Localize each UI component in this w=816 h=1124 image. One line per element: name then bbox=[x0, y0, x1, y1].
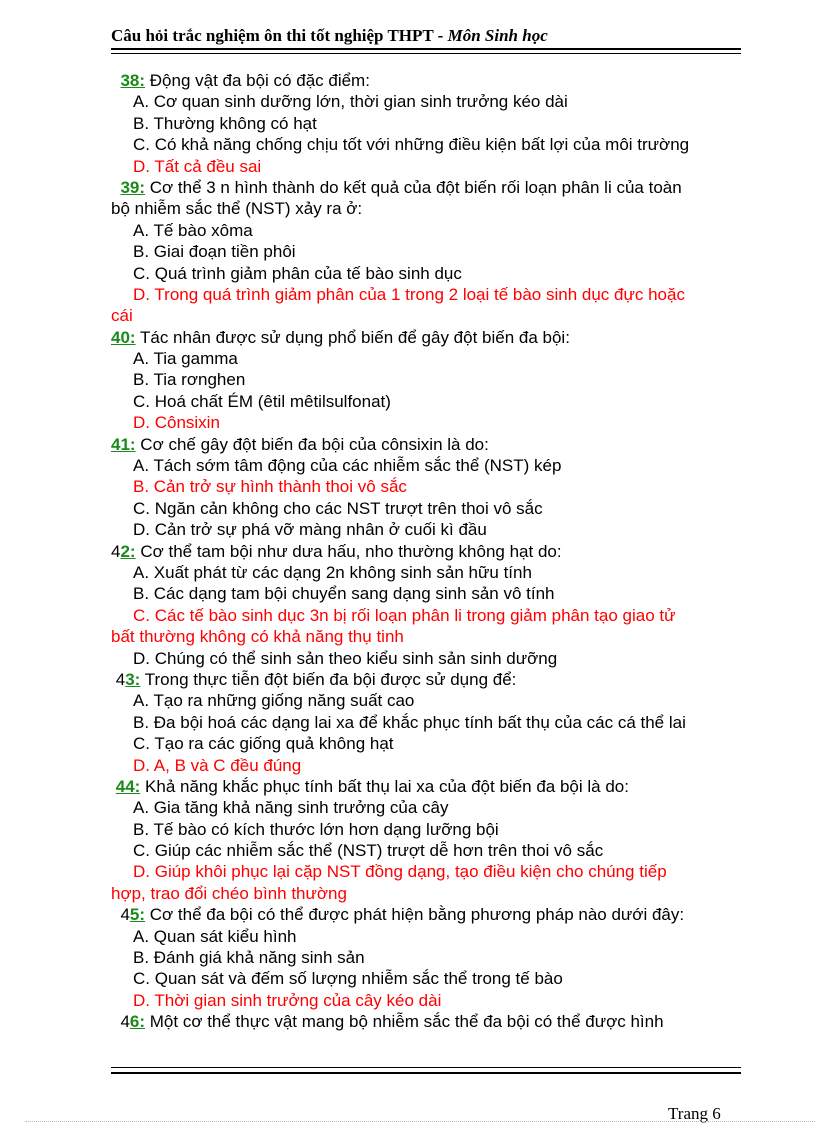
question-number: 6: bbox=[129, 1012, 146, 1032]
question-number: 2: bbox=[120, 541, 136, 561]
option-c: C. Hoá chất ÉM (êtil mêtilsulfonat) bbox=[133, 391, 391, 411]
question-number-prefix: 4 bbox=[115, 669, 126, 689]
option-d-answer: D. Cônsixin bbox=[133, 413, 220, 433]
option-c: C. Quá trình giảm phân của tế bào sinh dục bbox=[133, 263, 462, 283]
question-42 bbox=[111, 541, 771, 562]
question-45 bbox=[111, 904, 771, 925]
question-number: 3: bbox=[125, 669, 141, 689]
option-d-answer: D. Tất cả đều sai bbox=[133, 156, 262, 176]
header-rule bbox=[111, 48, 741, 50]
header-rule-thin bbox=[111, 53, 741, 54]
question-number: 40: bbox=[111, 327, 136, 347]
page-number: Trang 6 bbox=[668, 1104, 721, 1123]
footer-rule-thin bbox=[111, 1067, 741, 1068]
option-d-answer: D. Thời gian sinh trưởng của cây kéo dài bbox=[133, 990, 442, 1010]
option-c: C. Giúp các nhiễm sắc thể (NST) trượt dễ hơn trên thoi vô sắc bbox=[133, 841, 604, 861]
option-d-answer-cont: hợp, trao đổi chéo bình thường bbox=[111, 883, 347, 903]
question-40 bbox=[111, 327, 771, 348]
option-b-answer: B. Cản trở sự hình thành thoi vô sắc bbox=[133, 477, 407, 497]
option-c: C. Ngăn cản không cho các NST trượt trên thoi vô sắc bbox=[133, 498, 543, 518]
question-text: Tác nhân được sử dụng phổ biến để gây đột biến đa bội: bbox=[135, 327, 570, 347]
header-title: Câu hỏi trắc nghiệm ôn thi tốt nghiệp THPT bbox=[111, 26, 434, 45]
option-c: C. Tạo ra các giống quả không hạt bbox=[133, 734, 394, 754]
question-number: 5: bbox=[129, 905, 146, 925]
option-c-answer-cont: bất thường không có khả năng thụ tinh bbox=[111, 627, 404, 647]
option-a: A. Tách sớm tâm động của các nhiễm sắc thể (NST) kép bbox=[133, 456, 562, 476]
question-text: Khả năng khắc phục tính bất thụ lai xa của đột biến đa bội là do: bbox=[140, 776, 629, 796]
option-d: D. Chúng có thể sinh sản theo kiểu sinh sản sinh dưỡng bbox=[133, 648, 558, 668]
question-number: 39: bbox=[120, 177, 146, 197]
question-44 bbox=[111, 776, 771, 797]
question-38 bbox=[111, 70, 771, 91]
question-text: Trong thực tiễn đột biến đa bội được sử dụng để: bbox=[140, 669, 517, 689]
question-number-prefix: 4 bbox=[120, 905, 130, 925]
option-b: B. Đa bội hoá các dạng lai xa để khắc phục tính bất thụ của các cá thể lai bbox=[133, 712, 686, 732]
option-d-answer-cont: cái bbox=[111, 306, 133, 326]
question-text: Cơ chế gây đột biến đa bội của cônsixin là do: bbox=[135, 434, 489, 454]
page-header bbox=[111, 26, 741, 48]
option-b: B. Các dạng tam bội chuyển sang dạng sinh sản vô tính bbox=[133, 584, 555, 604]
option-b: B. Tế bào có kích thước lớn hơn dạng lưỡng bội bbox=[133, 819, 499, 839]
question-list bbox=[111, 70, 771, 1033]
option-b: B. Đánh giá khả năng sinh sản bbox=[133, 948, 365, 968]
question-number: 41: bbox=[111, 434, 136, 454]
option-c-answer: C. Các tế bào sinh dục 3n bị rối loạn phân li trong giảm phân tạo giao tử bbox=[133, 605, 676, 625]
header-dash: - bbox=[433, 26, 448, 45]
question-number: 38: bbox=[120, 71, 146, 90]
option-c: C. Quan sát và đếm số lượng nhiễm sắc thể trong tế bào bbox=[133, 969, 563, 989]
option-a: A. Tia gamma bbox=[133, 349, 238, 369]
option-b: B. Tia rơnghen bbox=[133, 370, 246, 390]
option-a: A. Xuất phát từ các dạng 2n không sinh sản hữu tính bbox=[133, 562, 532, 582]
option-c: C. Có khả năng chống chịu tốt với những điều kiện bất lợi của môi trường bbox=[133, 135, 690, 155]
option-a: A. Cơ quan sinh dưỡng lớn, thời gian sinh trưởng kéo dài bbox=[133, 92, 568, 112]
option-b: B. Thường không có hạt bbox=[133, 113, 317, 133]
question-39 bbox=[111, 177, 771, 198]
footer-rule bbox=[111, 1072, 741, 1074]
option-a: A. Tạo ra những giống năng suất cao bbox=[133, 691, 415, 711]
option-a: A. Tế bào xôma bbox=[133, 220, 253, 240]
option-a: A. Gia tăng khả năng sinh trưởng của cây bbox=[133, 798, 449, 818]
question-46 bbox=[111, 1011, 771, 1032]
option-a: A. Quan sát kiểu hình bbox=[133, 926, 297, 946]
option-d: D. Cản trở sự phá vỡ màng nhân ở cuối kì đầu bbox=[133, 520, 487, 540]
question-number: 44: bbox=[115, 776, 141, 796]
question-text: Cơ thể 3 n hình thành do kết quả của đột biến rối loạn phân li của toàn bbox=[145, 177, 682, 197]
option-b: B. Giai đoạn tiền phôi bbox=[133, 242, 296, 262]
question-41 bbox=[111, 434, 771, 455]
question-text: Cơ thể đa bội có thể được phát hiện bằng phương pháp nào dưới đây: bbox=[145, 905, 685, 925]
question-43 bbox=[111, 669, 771, 690]
header-subject: Môn Sinh học bbox=[447, 26, 548, 45]
question-text: Động vật đa bội có đặc điểm: bbox=[145, 71, 370, 90]
option-d-answer: D. Giúp khôi phục lại cặp NST đồng dạng, tạo điều kiện cho chúng tiếp bbox=[133, 862, 667, 882]
question-number-prefix: 4 bbox=[111, 541, 121, 561]
option-d-answer: D. A, B và C đều đúng bbox=[133, 755, 302, 775]
option-d-answer: D. Trong quá trình giảm phân của 1 trong 2 loại tế bào sinh dục đực hoặc bbox=[133, 284, 685, 304]
question-text: Cơ thể tam bội như dưa hấu, nho thường không hạt do: bbox=[135, 541, 562, 561]
question-text: Một cơ thể thực vật mang bộ nhiễm sắc thể đa bội có thể được hình bbox=[145, 1012, 664, 1032]
question-number-prefix: 4 bbox=[120, 1012, 130, 1032]
question-text-cont: bộ nhiễm sắc thể (NST) xảy ra ở: bbox=[111, 199, 363, 219]
page-bottom-border bbox=[25, 1121, 815, 1122]
